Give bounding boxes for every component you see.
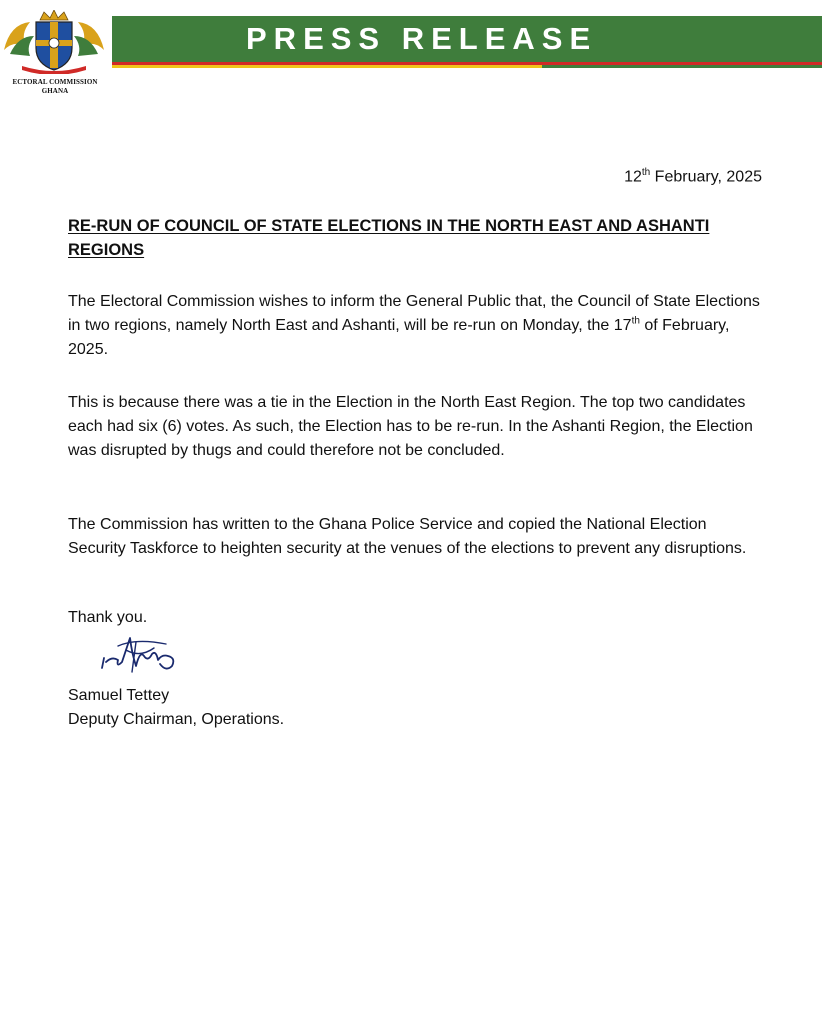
signature-icon — [96, 632, 192, 678]
paragraph-1 — [68, 290, 768, 362]
document-title: RE-RUN OF COUNCIL OF STATE ELECTIONS IN THE NORTH EAST AND ASHANTI REGIONS — [68, 217, 710, 259]
date-month-year: February, 2025 — [650, 168, 762, 186]
organization-name-line2: GHANA — [41, 87, 69, 95]
paragraph-1-suffix: th — [631, 315, 640, 327]
organization-name — [0, 78, 110, 96]
organization-name-line1: ECTORAL COMMISSION — [12, 78, 98, 86]
coat-of-arms-icon — [0, 10, 108, 74]
signer-name: Samuel Tettey — [68, 687, 170, 704]
banner-title: PRESS RELEASE — [246, 21, 598, 56]
paragraph-1-end: of February, 2025. — [68, 317, 730, 358]
banner-stripe-gold — [112, 65, 542, 68]
paragraph-1-start: The Electoral Commission wishes to inform the General Public that, the Council of State Elections in two regions, namely North East and Ashanti, will be re-run on Monday, the 17 — [68, 293, 760, 334]
banner-stripe-green — [542, 65, 822, 68]
date-day: 12 — [624, 168, 642, 186]
press-release-banner — [112, 16, 822, 62]
closing-text: Thank you. — [68, 609, 148, 626]
letterhead — [0, 0, 822, 110]
paragraph-3: The Commission has written to the Ghana Police Service and copied the National Election Security Taskforce to heighten security at the venues of the elections to prevent any disruptions. — [68, 516, 747, 557]
signer-title: Deputy Chairman, Operations. — [68, 711, 285, 728]
release-date — [624, 167, 762, 186]
paragraph-2: This is because there was a tie in the Election in the North East Region. The top two candidates each had six (6) votes. As such, the Election has to be re-run. In the Ashanti Region, the Election was disrupted by thugs and could therefore not be concluded. — [68, 394, 753, 459]
date-suffix: th — [641, 167, 651, 178]
